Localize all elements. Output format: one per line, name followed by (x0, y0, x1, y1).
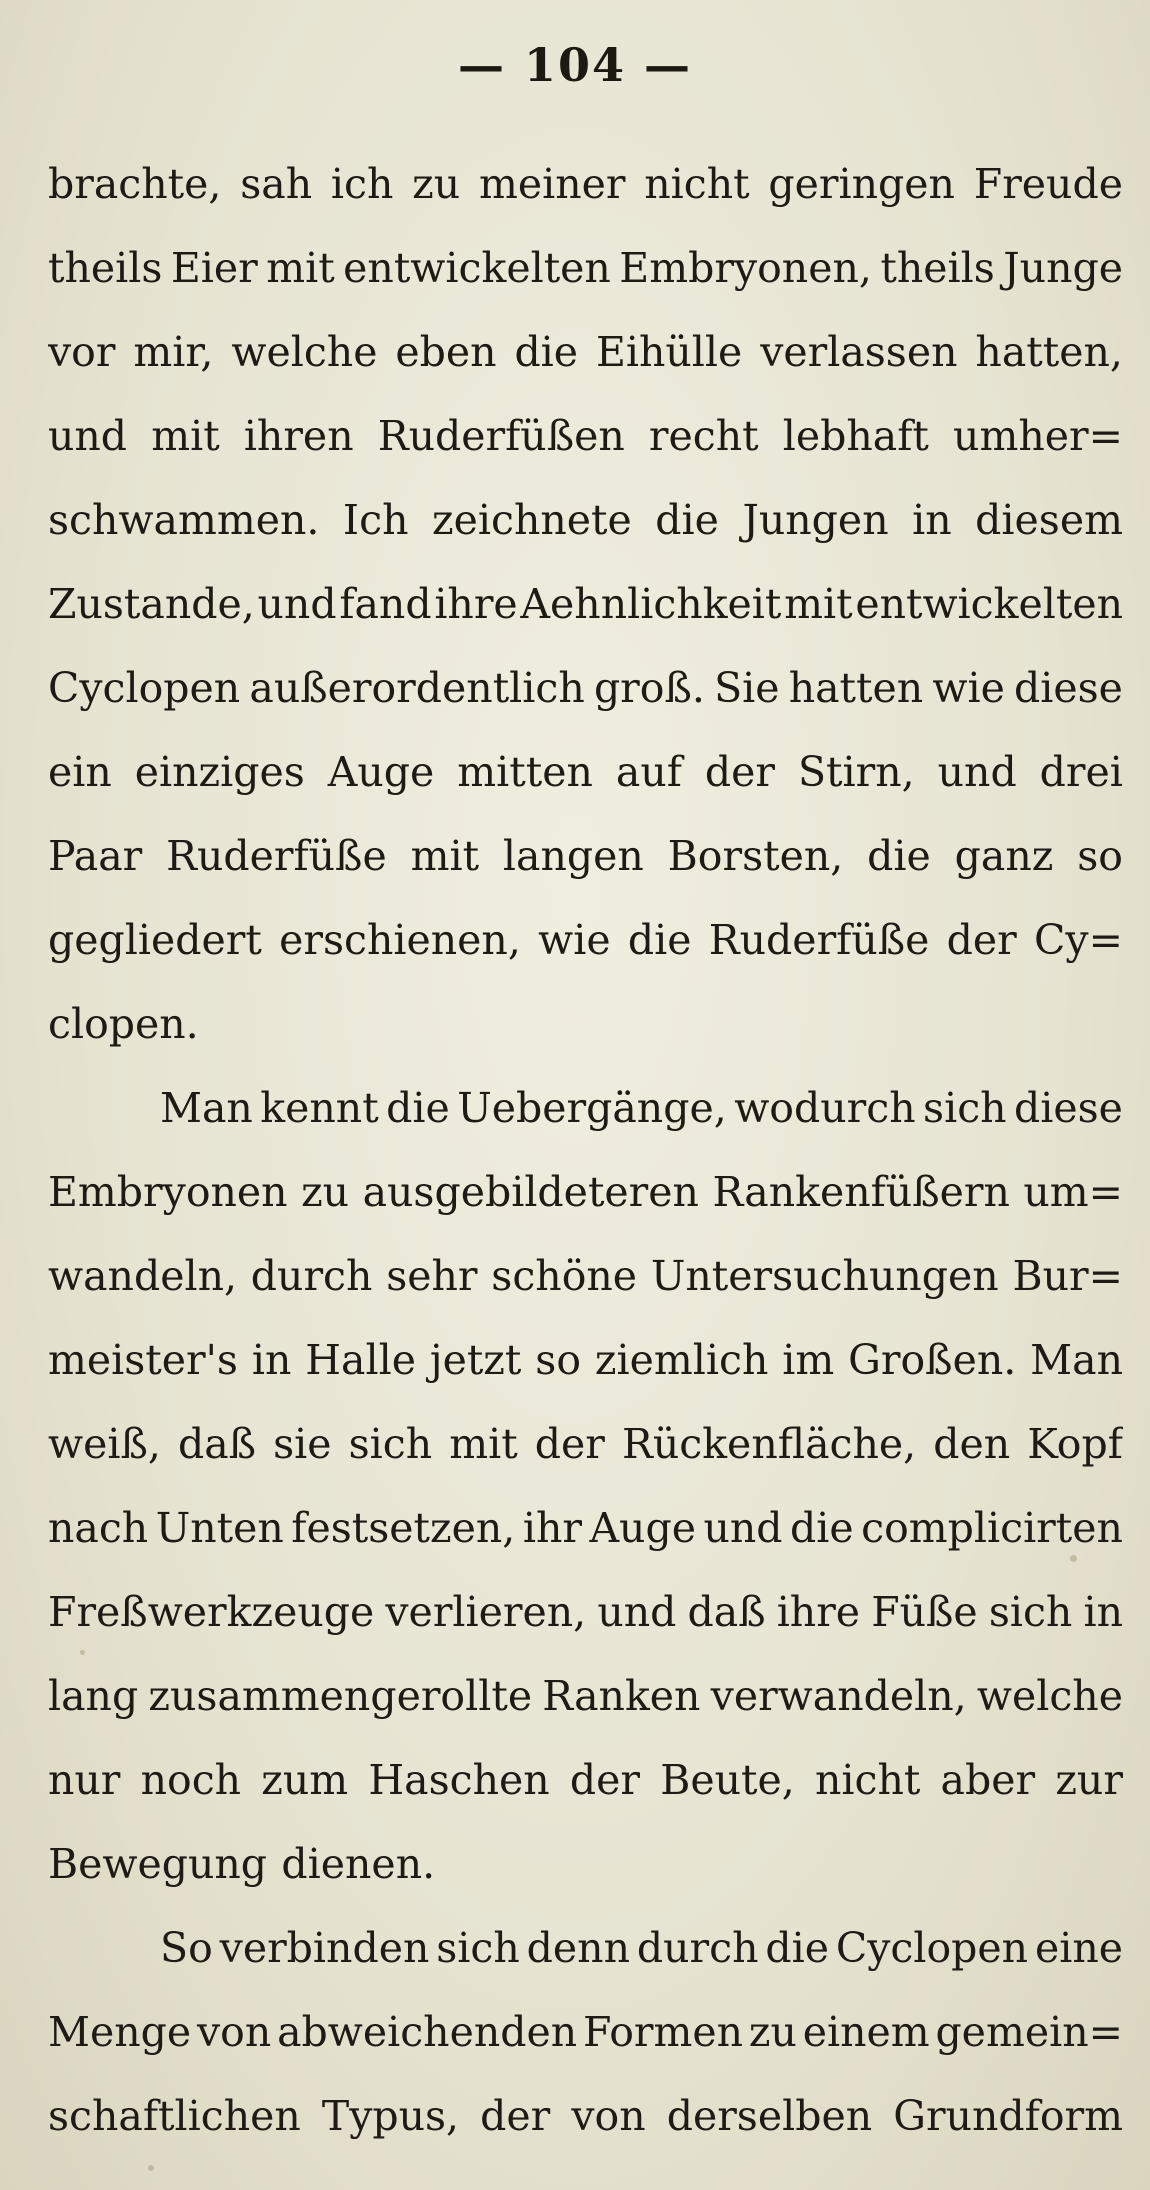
word: die (790, 1504, 854, 1552)
text-line (48, 916, 1123, 1000)
word: vor (48, 328, 116, 376)
word: lang (48, 1672, 139, 1720)
word: Eier (170, 244, 258, 292)
word: kennt (260, 1084, 379, 1132)
word: Ruderfüßen (377, 412, 625, 460)
word: Ich (342, 496, 409, 544)
word: nur (48, 1756, 121, 1804)
word: und (48, 412, 128, 460)
word: sich (348, 1420, 433, 1468)
word: mit (784, 580, 853, 628)
word: fand (339, 580, 432, 628)
word: im (782, 1336, 835, 1384)
word: zu (748, 2008, 797, 2056)
text-line (48, 244, 1123, 328)
word: zeichnete (432, 496, 632, 544)
word: Sie (714, 664, 780, 712)
text-line (48, 1588, 1123, 1672)
word: Großen. (848, 1336, 1017, 1384)
word: entwickelten (343, 244, 611, 292)
word: die (765, 1924, 829, 1972)
word: der (534, 1420, 605, 1468)
word: mitten (457, 748, 593, 796)
word: in (912, 496, 952, 544)
text-line (48, 2008, 1123, 2092)
text-line (48, 832, 1123, 916)
text-line (48, 1756, 1123, 1840)
word: denn (526, 1924, 630, 1972)
word: Freude (973, 160, 1123, 208)
word: noch (140, 1756, 242, 1804)
word: meister's (48, 1336, 238, 1384)
word: Unten (155, 1504, 284, 1552)
word: Cy= (1034, 916, 1123, 964)
word: daß (177, 1420, 257, 1468)
word: sich (436, 1924, 520, 1972)
word: verlieren, (385, 1588, 587, 1636)
word: der (480, 2092, 551, 2140)
word: langen (502, 832, 644, 880)
word: Grundform (893, 2092, 1123, 2140)
word: sich (923, 1084, 1007, 1132)
body-text (48, 160, 1123, 2176)
page-number: — 104 — (457, 38, 693, 92)
word: nach (48, 1504, 149, 1552)
word: einem (802, 2008, 930, 2056)
word: Ranken (542, 1672, 701, 1720)
word: und (257, 580, 337, 628)
word: zusammengerollte (148, 1672, 533, 1720)
word: wie (538, 916, 611, 964)
word: zu (301, 1168, 350, 1216)
word: Halle (305, 1336, 416, 1384)
word: diese (1014, 664, 1123, 712)
paper-stain (148, 2165, 154, 2171)
word: wandeln, (48, 1252, 238, 1300)
word: mit (266, 244, 335, 292)
text-line (48, 1252, 1123, 1336)
word: auf (615, 748, 682, 796)
word: die (867, 832, 931, 880)
word: um= (1023, 1168, 1123, 1216)
word: ihr (522, 1504, 582, 1552)
word: Man (1030, 1336, 1123, 1384)
text-line (48, 748, 1123, 832)
text-line (48, 1924, 1123, 2008)
word: groß. (593, 664, 705, 712)
word: Auge (327, 748, 435, 796)
word: durch (636, 1924, 759, 1972)
word: sich (988, 1588, 1073, 1636)
word: mit (410, 832, 480, 880)
word: verbinden (219, 1924, 430, 1972)
word: Bur= (1012, 1252, 1123, 1300)
word: und (703, 1504, 783, 1552)
word: gemein= (935, 2008, 1123, 2056)
word: ihre (776, 1588, 861, 1636)
word: und (597, 1588, 677, 1636)
text-line (48, 412, 1123, 496)
text-line (48, 580, 1123, 664)
word: von (196, 2008, 272, 2056)
word: ganz (954, 832, 1054, 880)
word: Cyclopen (835, 1924, 1029, 1972)
text-line (48, 328, 1123, 412)
word: brachte, (48, 160, 222, 208)
word: der (704, 748, 775, 796)
text-line (48, 1000, 1123, 1084)
word: Haschen (368, 1756, 550, 1804)
word: mir, (133, 328, 214, 376)
word: theils (48, 244, 163, 292)
word: Rückenfläche, (621, 1420, 917, 1468)
word: außerordentlich (249, 664, 585, 712)
word: weiß, (48, 1420, 161, 1468)
word: wodurch (734, 1084, 916, 1132)
word: nicht (644, 160, 750, 208)
word: Rankenfüßern (712, 1168, 1010, 1216)
word: so (535, 1336, 582, 1384)
text-line (48, 1420, 1123, 1504)
word: so (1077, 832, 1123, 880)
word: Zustande, (48, 580, 255, 628)
word: schöne (491, 1252, 638, 1300)
word: ein (48, 748, 112, 796)
word: lebhaft (782, 412, 929, 460)
word: mit (151, 412, 220, 460)
word: verlassen (760, 328, 958, 376)
text-line (48, 1168, 1123, 1252)
word: Untersuchungen (650, 1252, 999, 1300)
word: Man (160, 1084, 253, 1132)
word: Embryonen, (619, 244, 872, 292)
word: sie (273, 1420, 332, 1468)
word: nicht (814, 1756, 921, 1804)
word: in (251, 1336, 292, 1384)
word: clopen. (48, 1000, 199, 1048)
word: derselben (666, 2092, 873, 2140)
word: umher= (953, 412, 1123, 460)
word: Jungen (742, 496, 889, 544)
word: Auge (589, 1504, 696, 1552)
word: ihren (243, 412, 354, 460)
word: sehr (386, 1252, 478, 1300)
word: Ruderfüße (166, 832, 387, 880)
text-line (48, 1084, 1123, 1168)
word: den (933, 1420, 1011, 1468)
word: ausgebildeteren (362, 1168, 699, 1216)
word: Beute, (660, 1756, 795, 1804)
paper-stain (80, 1650, 85, 1655)
word: ziemlich (594, 1336, 769, 1384)
word: recht (648, 412, 759, 460)
word: wie (932, 664, 1005, 712)
word: erschienen, (279, 916, 521, 964)
word: So (160, 1924, 213, 1972)
word: geringen (768, 160, 955, 208)
word: ich (330, 160, 394, 208)
word: einziges (134, 748, 305, 796)
word: schwammen. (48, 496, 320, 544)
word: Typus, (321, 2092, 460, 2140)
word: Ruderfüße (708, 916, 930, 964)
word: Paar (48, 832, 143, 880)
word: Stirn, (797, 748, 915, 796)
word: festsetzen, (291, 1504, 516, 1552)
word: zum (261, 1756, 349, 1804)
word: hatten (788, 664, 924, 712)
word: theils (880, 244, 995, 292)
word: Junge (1003, 244, 1123, 292)
word: gegliedert (48, 916, 262, 964)
word: entwickelten (855, 580, 1123, 628)
text-line (48, 1504, 1123, 1588)
word: der (569, 1756, 640, 1804)
text-line (48, 1840, 1123, 1924)
word: eben (395, 328, 497, 376)
word: diesem (975, 496, 1123, 544)
word: die (386, 1084, 450, 1132)
word: meiner (478, 160, 626, 208)
word: die (627, 916, 692, 964)
word: Menge (48, 2008, 192, 2056)
word: Embryonen (48, 1168, 288, 1216)
word: welche (976, 1672, 1123, 1720)
word: sah (240, 160, 313, 208)
word: verwandeln, (710, 1672, 967, 1720)
word: mit (449, 1420, 518, 1468)
word: Aehnlichkeit (520, 580, 782, 628)
word: Borsten, (667, 832, 844, 880)
word: hatten, (975, 328, 1123, 376)
word: Formen (583, 2008, 744, 2056)
word: drei (1039, 748, 1123, 796)
text-line (48, 160, 1123, 244)
word: Eihülle (595, 328, 743, 376)
text-line (48, 496, 1123, 580)
word: daß (687, 1588, 766, 1636)
word: Kopf (1027, 1420, 1123, 1468)
word: der (946, 916, 1017, 964)
word: complicirten (861, 1504, 1123, 1552)
word: und (937, 748, 1017, 796)
word: Freßwerkzeuge (48, 1588, 375, 1636)
word: aber (940, 1756, 1036, 1804)
word: dienen. (281, 1840, 436, 1888)
word: zu (412, 160, 461, 208)
word: eine (1034, 1924, 1123, 1972)
word: die (655, 496, 719, 544)
word: welche (231, 328, 378, 376)
text-line (48, 1672, 1123, 1756)
word: zur (1055, 1756, 1123, 1804)
word: durch (250, 1252, 373, 1300)
text-line (48, 664, 1123, 748)
word: Bewegung (48, 1840, 268, 1888)
word: in (1083, 1588, 1123, 1636)
word: die (514, 328, 579, 376)
paper-stain (1070, 1555, 1077, 1562)
word: ihre (434, 580, 518, 628)
text-line (48, 1336, 1123, 1420)
word: diese (1014, 1084, 1123, 1132)
word: von (571, 2092, 646, 2140)
word: abweichenden (277, 2008, 578, 2056)
word: Cyclopen (48, 664, 241, 712)
text-line (48, 2092, 1123, 2176)
word: Füße (871, 1588, 978, 1636)
word: jetzt (429, 1336, 522, 1384)
word: Uebergänge, (457, 1084, 727, 1132)
word: schaftlichen (48, 2092, 301, 2140)
